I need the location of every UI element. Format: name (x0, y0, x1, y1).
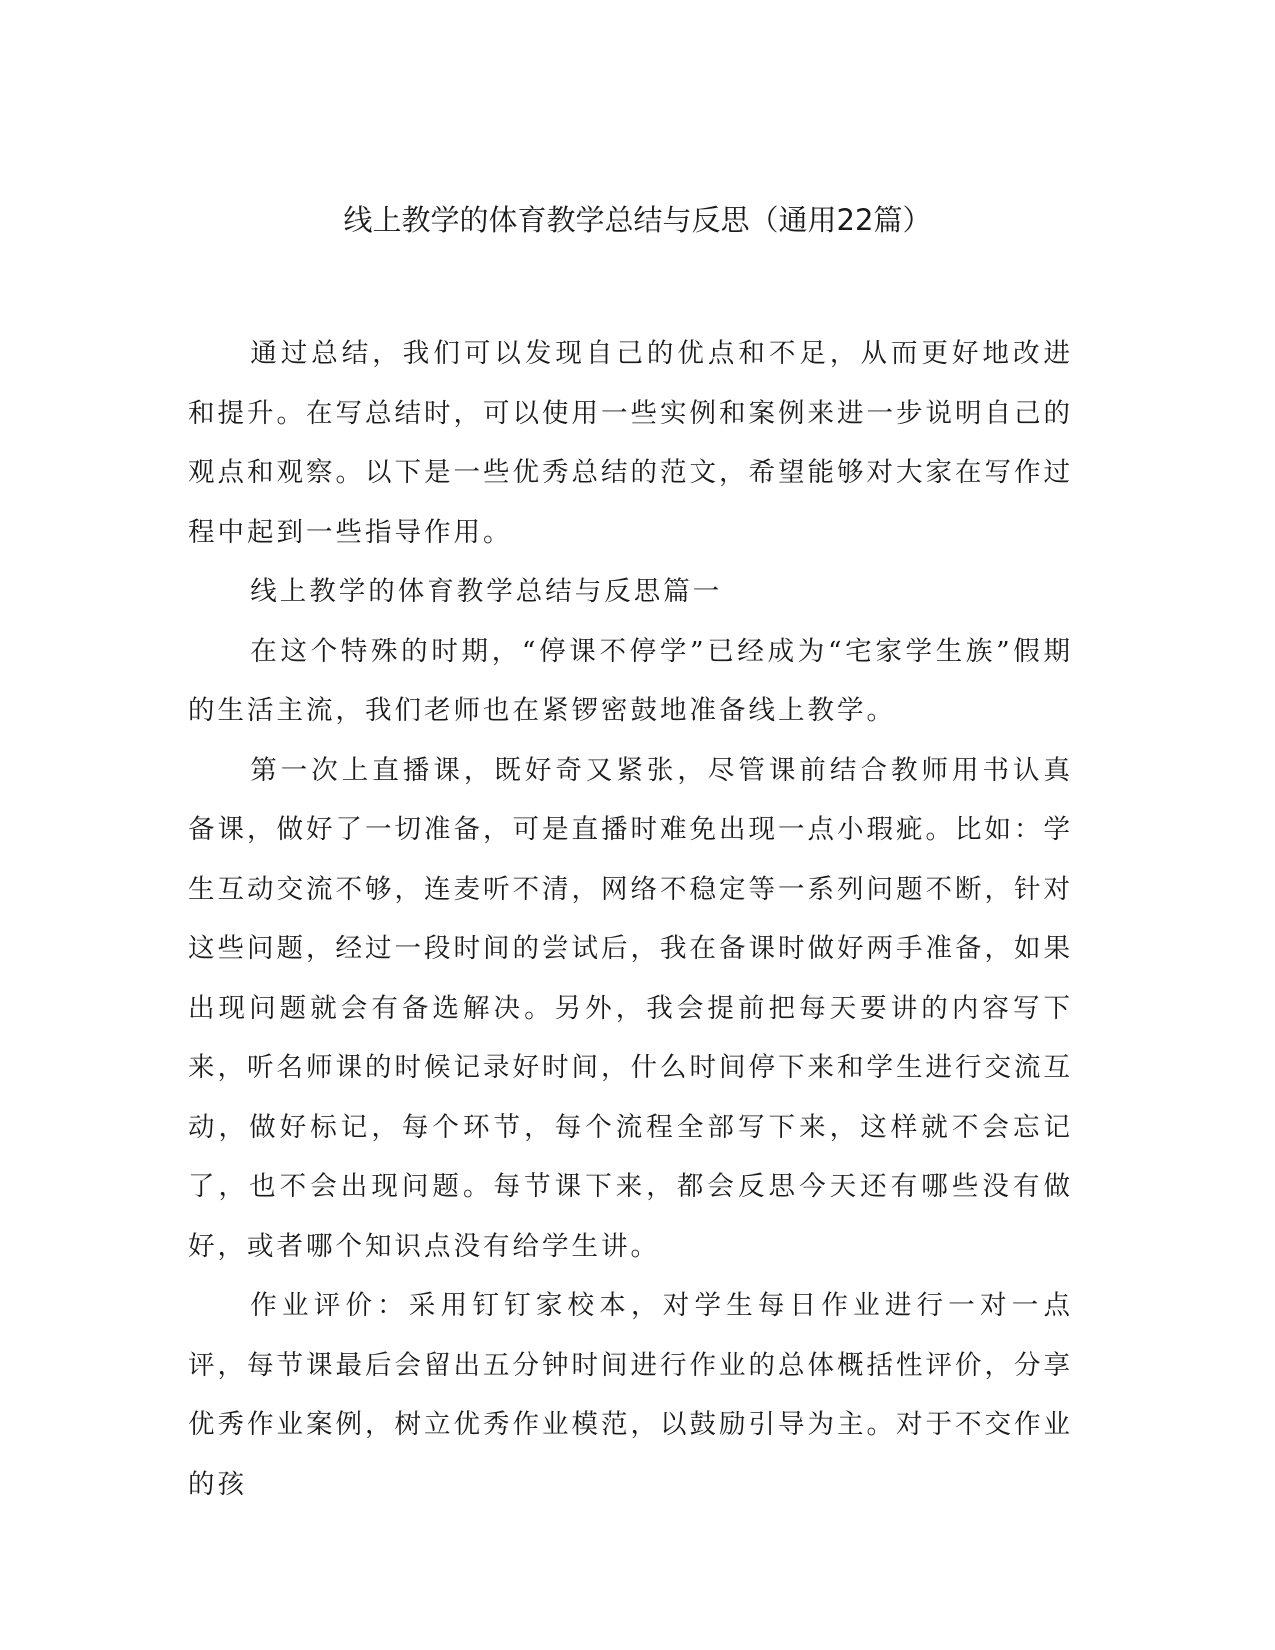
paragraph: 在这个特殊的时期，“停课不停学”已经成为“宅家学生族”假期的生活主流，我们老师也在紧锣密鼓地准备线上教学。 (188, 635, 1073, 726)
paragraph: 作业评价：采用钉钉家校本，对学生每日作业进行一对一点评，每节课最后会留出五分钟时间进行作业的总体概括性评价，分享优秀作业案例，树立优秀作业模范，以鼓励引导为主。对于不交作业的孩 (188, 1290, 1073, 1500)
section-heading: 线上教学的体育教学总结与反思篇一 (250, 576, 723, 607)
document-title: 线上教学的体育教学总结与反思（通用22篇） (343, 203, 932, 237)
paragraph: 第一次上直播课，既好奇又紧张，尽管课前结合教师用书认真备课，做好了一切准备，可是直播时难免出现一点小瑕疵。比如：学生互动交流不够，连麦听不清，网络不稳定等一系列问题不断，针对这些问题，经过一段时间的尝试后，我在备课时做好两手准备，如果出现问题就会有备选解决。另外，我会提前把每天要讲的内容写下来，听名师课的时候记录好时间，什么时间停下来和学生进行交流互动，做好标记，每个环节，每个流程全部写下来，这样就不会忘记了，也不会出现问题。每节课下来，都会反思今天还有哪些没有做好，或者哪个知识点没有给学生讲。 (188, 754, 1073, 1262)
document-body (188, 324, 1073, 1514)
paragraph-intro: 通过总结，我们可以发现自己的优点和不足，从而更好地改进和提升。在写总结时，可以使用一些实例和案例来进一步说明自己的观点和观察。以下是一些优秀总结的范文，希望能够对大家在写作过程中起到一些指导作用。 (188, 338, 1073, 548)
